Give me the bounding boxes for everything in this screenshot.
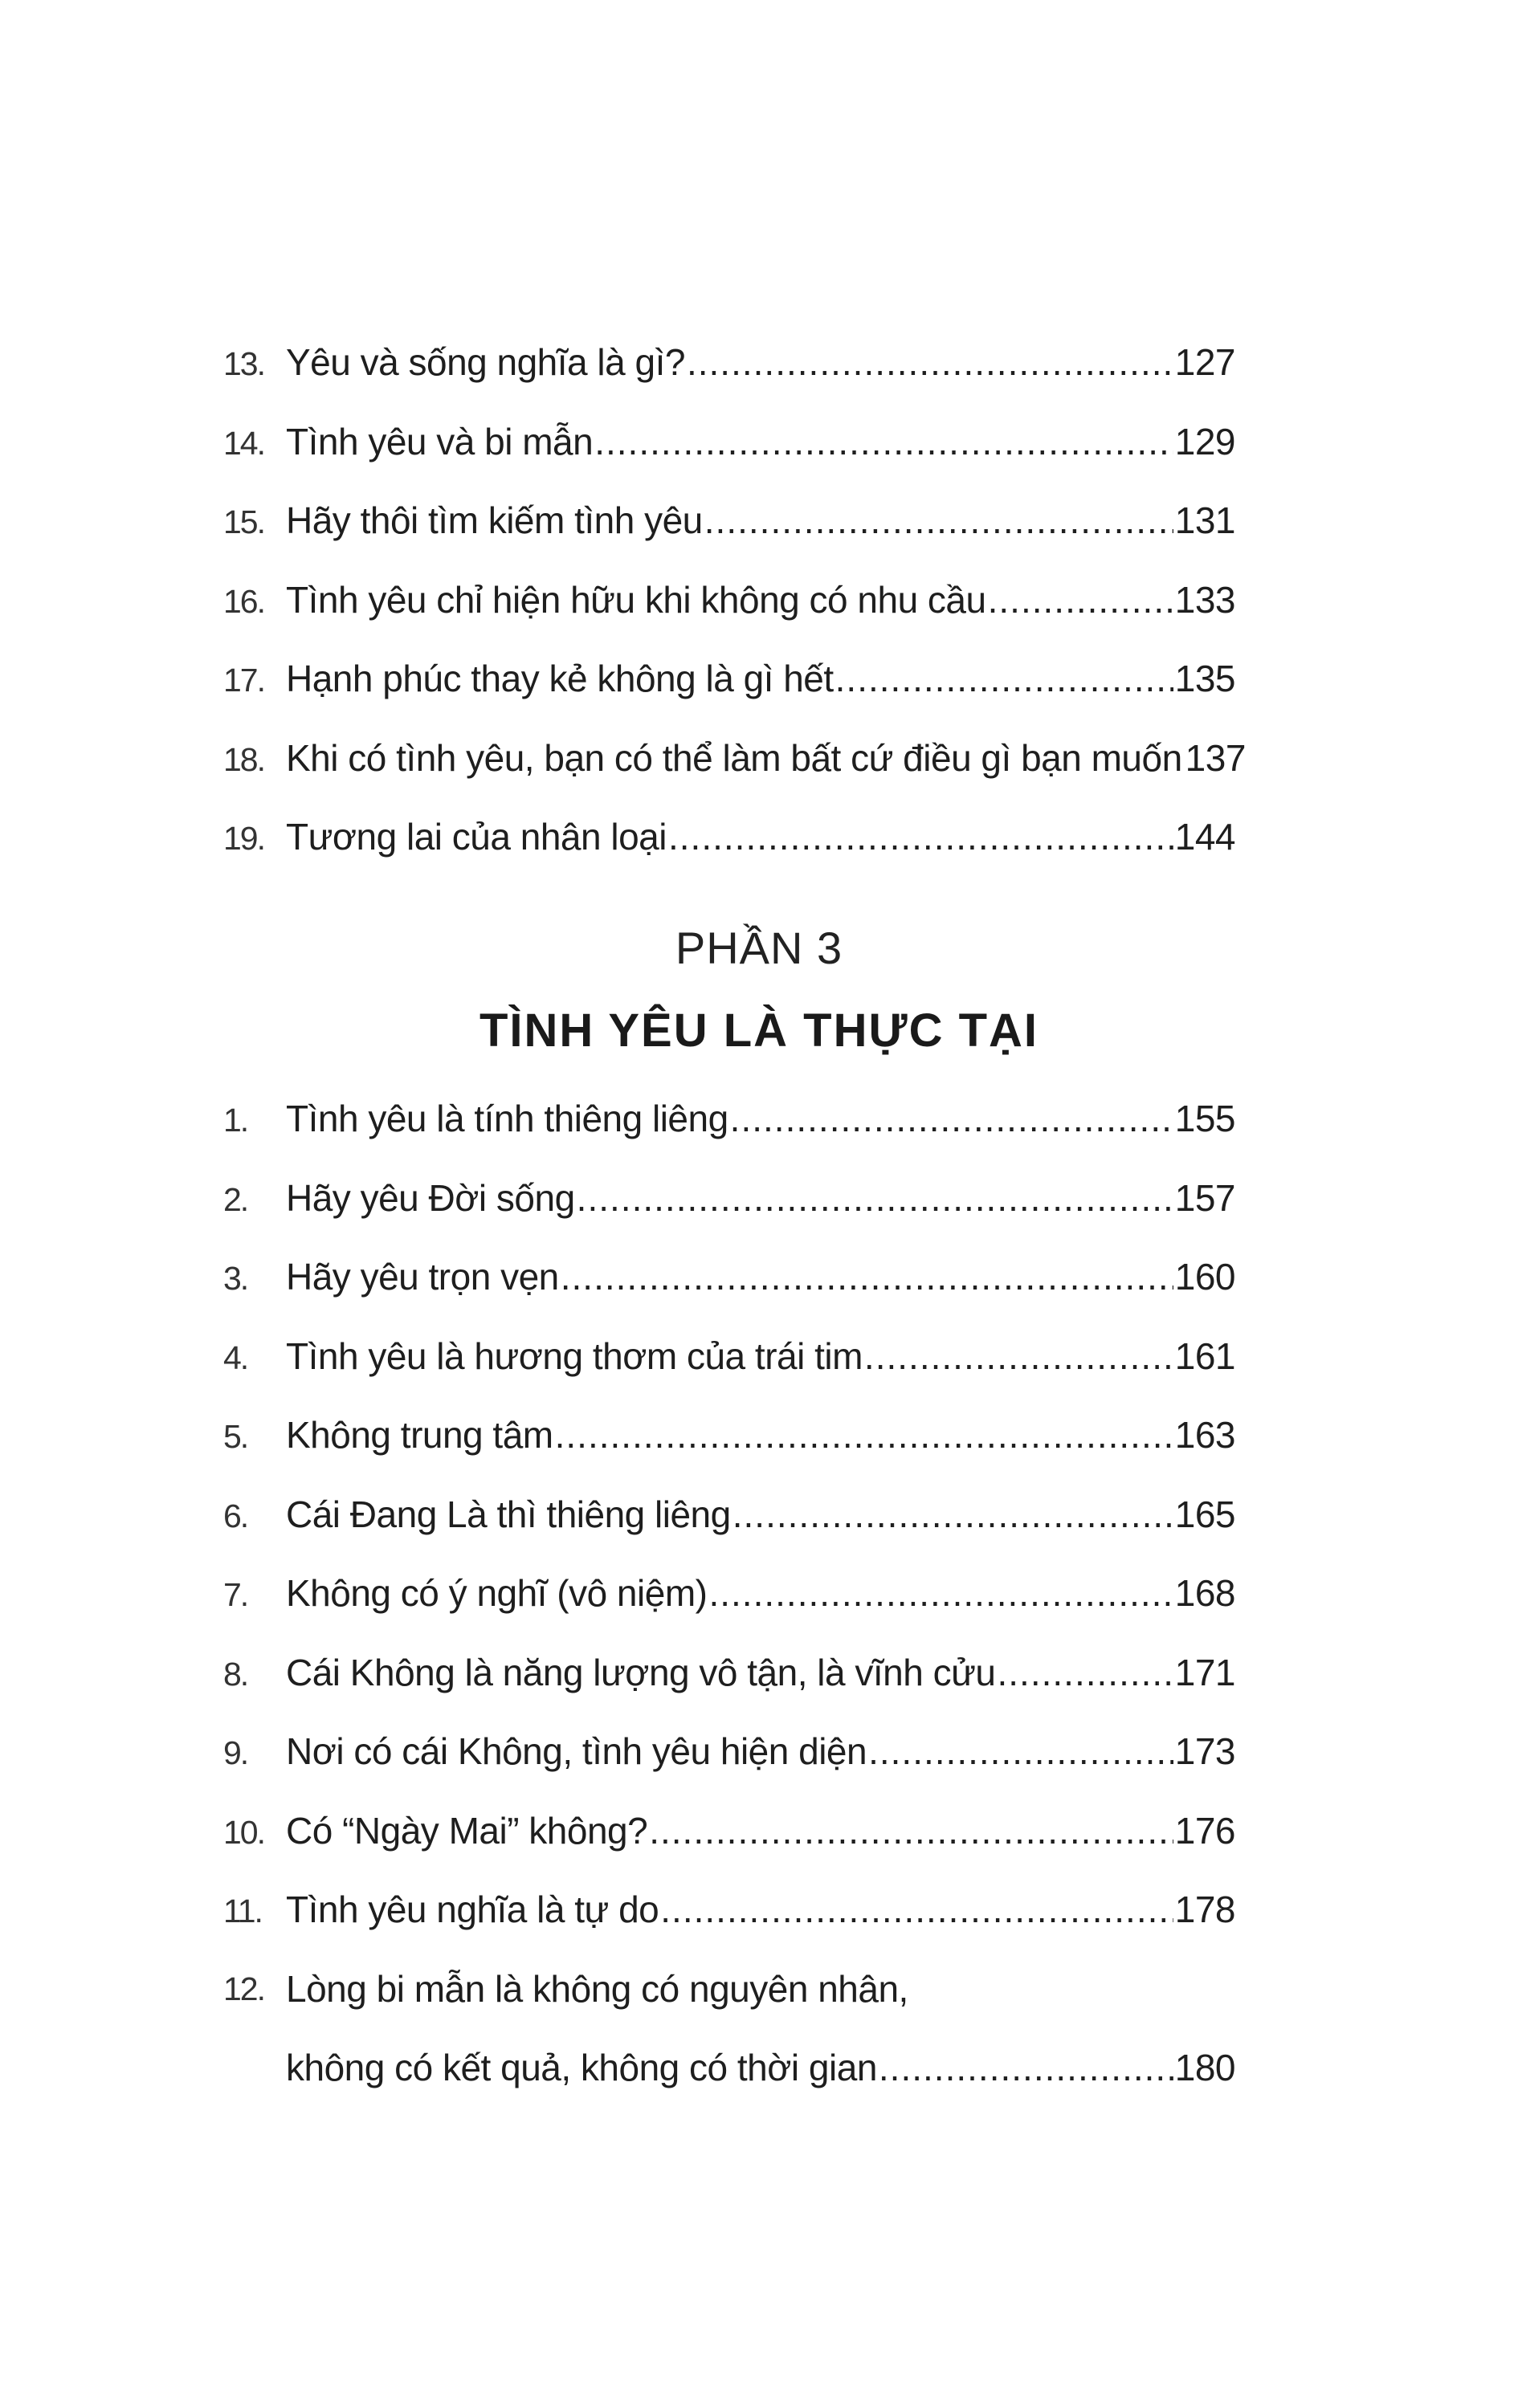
dot-leader bbox=[835, 639, 1173, 719]
toc-entry-title: Tình yêu là tính thiêng liêng bbox=[286, 1098, 728, 1139]
toc-entry-page: 157 bbox=[1174, 1176, 1235, 1219]
toc-entry-page: 160 bbox=[1174, 1256, 1235, 1298]
toc-entry[interactable] bbox=[223, 1791, 1235, 1871]
toc-entry-title: Hãy thôi tìm kiếm tình yêu bbox=[286, 499, 703, 541]
dot-leader bbox=[687, 323, 1173, 402]
part-title: TÌNH YÊU LÀ THỰC TẠI bbox=[479, 1004, 1039, 1057]
toc-entry[interactable] bbox=[223, 1395, 1235, 1475]
toc-entry[interactable] bbox=[223, 1870, 1235, 1950]
toc-entry-title: Không trung tâm bbox=[286, 1414, 553, 1456]
toc-entry-number: 16. bbox=[223, 582, 264, 620]
toc-entry-title: Hãy yêu Đời sống bbox=[286, 1176, 575, 1219]
toc-entry-number: 17. bbox=[223, 662, 264, 699]
dot-leader bbox=[668, 797, 1173, 877]
toc-entry[interactable] bbox=[223, 481, 1235, 560]
dot-leader bbox=[730, 1079, 1173, 1159]
toc-entry-page: 171 bbox=[1174, 1651, 1235, 1693]
toc-entry[interactable] bbox=[223, 1159, 1235, 1238]
toc-entry-page: 176 bbox=[1174, 1809, 1235, 1852]
toc-entry-page: 133 bbox=[1174, 578, 1235, 621]
part-label: PHẦN 3 bbox=[675, 923, 843, 973]
toc-entry-page: 163 bbox=[1174, 1414, 1235, 1456]
dot-leader bbox=[864, 1317, 1173, 1396]
toc-entry[interactable] bbox=[223, 1554, 1235, 1633]
toc-entry[interactable] bbox=[223, 1079, 1235, 1159]
dot-leader bbox=[660, 1870, 1173, 1950]
toc-entry-number: 5. bbox=[223, 1418, 248, 1455]
toc-entry[interactable] bbox=[223, 797, 1235, 877]
toc-entry-number: 14. bbox=[223, 424, 264, 462]
toc-entry-title: Hãy yêu trọn vẹn bbox=[286, 1256, 559, 1298]
toc-entry-number: 2. bbox=[223, 1180, 248, 1218]
toc-section-part3 bbox=[223, 1079, 1235, 2108]
toc-entry-page: 127 bbox=[1174, 341, 1235, 383]
toc-entry-number: 15. bbox=[223, 503, 264, 540]
toc-entry-number: 3. bbox=[223, 1260, 248, 1297]
toc-section-part2-continued bbox=[223, 323, 1246, 877]
toc-entry-title: Hạnh phúc thay kẻ không là gì hết bbox=[286, 658, 834, 699]
dot-leader bbox=[555, 1395, 1173, 1475]
toc-entry-title: Cái Đang Là thì thiêng liêng bbox=[286, 1493, 731, 1535]
toc-entry-multiline[interactable] bbox=[223, 1950, 1235, 2108]
toc-entry-page: 161 bbox=[1174, 1334, 1235, 1377]
toc-entry-page: 168 bbox=[1174, 1572, 1235, 1614]
toc-entry[interactable] bbox=[223, 1475, 1235, 1554]
toc-entry[interactable] bbox=[223, 1317, 1235, 1396]
toc-entry-page: 129 bbox=[1174, 420, 1235, 462]
toc-entry[interactable] bbox=[223, 1237, 1235, 1317]
toc-entry[interactable] bbox=[223, 323, 1235, 402]
toc-entry-number: 10. bbox=[223, 1813, 264, 1851]
toc-entry-title: Tình yêu chỉ hiện hữu khi không có nhu cầu bbox=[286, 578, 986, 621]
toc-entry-title: Không có ý nghĩ (vô niệm) bbox=[286, 1572, 708, 1614]
toc-entry-title: Tình yêu và bi mẫn bbox=[286, 420, 594, 462]
toc-entry[interactable] bbox=[223, 719, 1246, 798]
toc-entry-page: 137 bbox=[1185, 736, 1246, 779]
dot-leader bbox=[708, 1554, 1173, 1633]
toc-entry-number: 8. bbox=[223, 1655, 248, 1693]
toc-list bbox=[223, 1079, 1235, 1950]
toc-entry-page: 131 bbox=[1174, 499, 1235, 541]
toc-entry-page: 165 bbox=[1174, 1493, 1235, 1535]
dot-leader bbox=[704, 481, 1173, 560]
toc-entry[interactable] bbox=[223, 639, 1235, 719]
toc-entry-title: Tình yêu nghĩa là tự do bbox=[286, 1889, 659, 1930]
dot-leader bbox=[988, 560, 1173, 640]
toc-entry-title: Yêu và sống nghĩa là gì? bbox=[286, 341, 685, 383]
toc-entry-title: Cái Không là năng lượng vô tận, là vĩnh cửu bbox=[286, 1651, 996, 1693]
dot-leader bbox=[879, 2028, 1173, 2108]
toc-entry-number: 13. bbox=[223, 345, 264, 382]
toc-entry[interactable] bbox=[223, 1633, 1235, 1713]
toc-entry-number: 11. bbox=[223, 1893, 262, 1929]
toc-entry-number: 6. bbox=[223, 1497, 248, 1534]
dot-leader bbox=[649, 1791, 1173, 1871]
toc-entry-title: Khi có tình yêu, bạn có thể làm bất cứ điều gì bạn muốn bbox=[286, 736, 1182, 779]
toc-entry-page: 180 bbox=[1174, 2047, 1235, 2088]
dot-leader bbox=[577, 1159, 1173, 1238]
toc-entry-number: 19. bbox=[223, 820, 264, 857]
toc-list bbox=[223, 323, 1246, 877]
toc-entry-title: Tình yêu là hương thơm của trái tim bbox=[286, 1334, 863, 1377]
toc-entry-number: 4. bbox=[223, 1338, 248, 1376]
dot-leader bbox=[868, 1712, 1173, 1791]
toc-entry-page: 173 bbox=[1174, 1730, 1235, 1772]
toc-entry[interactable] bbox=[223, 1712, 1235, 1791]
toc-entry-page: 135 bbox=[1174, 658, 1235, 699]
toc-entry-number: 9. bbox=[223, 1734, 248, 1771]
toc-entry[interactable] bbox=[223, 402, 1235, 482]
toc-entry-page: 178 bbox=[1174, 1889, 1235, 1930]
toc-entry-page: 144 bbox=[1174, 816, 1235, 858]
toc-entry-title: Lòng bi mẫn là không có nguyên nhân, bbox=[286, 1967, 908, 2010]
toc-entry[interactable] bbox=[223, 560, 1235, 640]
toc-entry-number: 12. bbox=[223, 1970, 264, 2007]
toc-entry-number: 1. bbox=[223, 1102, 248, 1139]
dot-leader bbox=[561, 1237, 1173, 1317]
toc-entry-page: 155 bbox=[1174, 1098, 1235, 1139]
toc-entry-title-continued: không có kết quả, không có thời gian bbox=[286, 2047, 877, 2088]
toc-entry-title: Tương lai của nhân loại bbox=[286, 816, 667, 858]
dot-leader bbox=[594, 402, 1173, 482]
toc-entry-title: Nơi có cái Không, tình yêu hiện diện bbox=[286, 1730, 867, 1772]
toc-entry-number: 18. bbox=[223, 740, 264, 778]
toc-entry-number: 7. bbox=[223, 1576, 248, 1613]
toc-entry-title: Có “Ngày Mai” không? bbox=[286, 1809, 648, 1852]
dot-leader bbox=[997, 1633, 1173, 1713]
dot-leader bbox=[732, 1475, 1173, 1554]
